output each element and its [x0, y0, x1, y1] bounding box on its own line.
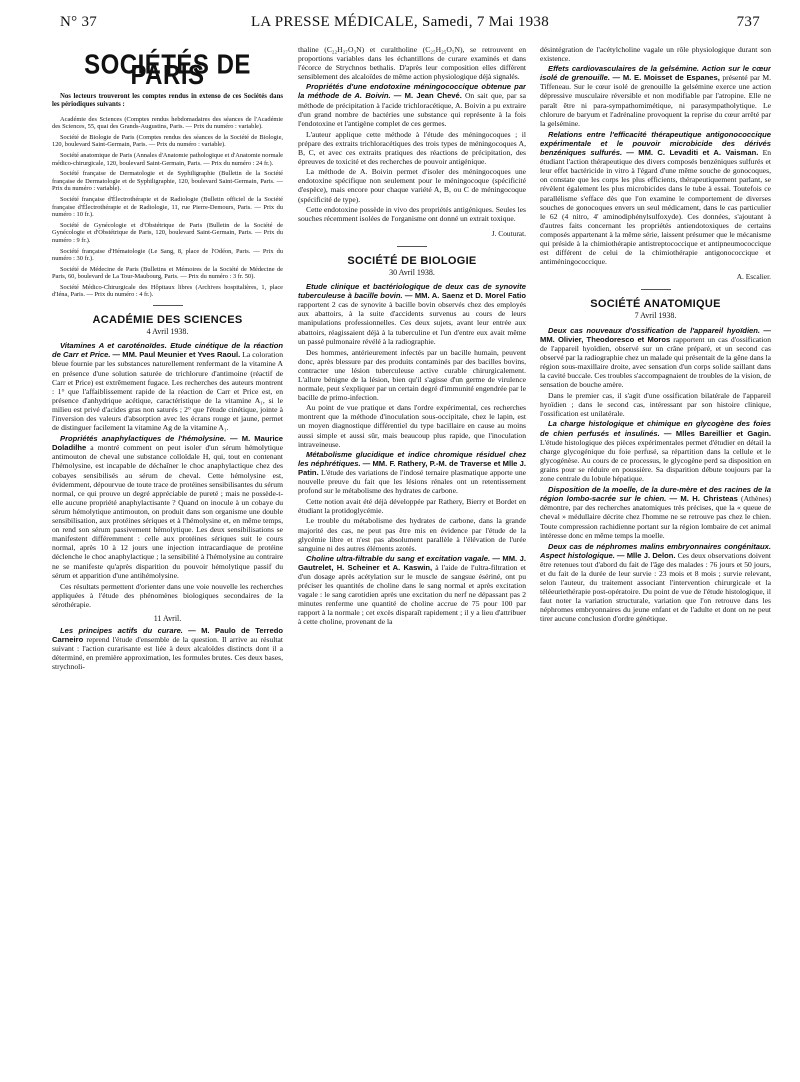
- article-text: L'auteur applique cette méthode à l'étude des méningocoques ; il prépare des extraits trichloracétiques des trois types de méningocoques A, B, C, et avec ces extraits pratiques des réactions de précipitation, des épreuves de toxicité et des recherches de pouvoir antigénique.: [298, 129, 526, 167]
- article-text: reprend l'étude d'ensemble de la question. Il arrive au résultat suivant : l'action curarisante est liée à deux alcaloïdes distincts dont il a déterminé, en première approximation, les formules brutes. Ces deux bases, strychnoli-: [52, 635, 283, 672]
- journal-title: LA PRESSE MÉDICALE, Samedi, 7 Mai 1938: [250, 14, 550, 30]
- article-title: La charge histologique et chimique en glycogène des foies de chien perfusés et insulinés.: [540, 419, 771, 438]
- article-text: L'étude des variations de l'indosé ternaire plasmatique apporte une nouvelle preuve du fait que les lésions rénales ont un retentissement profond sur le métabolisme des hydrates de carbone.: [298, 467, 526, 496]
- section-date: 7 Avril 1938.: [634, 311, 677, 321]
- society-entry: Société de Médecine de Paris (Bulletins et Mémoires de la Société de Médecine de Paris, 60, boulevard de La Tour-Maubourg, Paris. — Prix du numéro : 3 fr. 50).: [52, 265, 283, 281]
- divider: [397, 246, 427, 247]
- article: [298, 554, 526, 627]
- article: [540, 64, 771, 128]
- article-authors: — M. Paulo de Terredo Carneiro: [52, 626, 283, 645]
- article-authors: — M. Maurice Doladilhe: [52, 434, 283, 453]
- society-entry: Académie des Sciences (Comptes rendus hebdomadaires des séances de l'Académie des Sciences, 55, quai des Grands-Augustins, Paris. — Prix du numéro : variable).: [52, 115, 283, 131]
- article-text: Ces résultats permettent d'orienter dans une voie nouvelle les recherches appliquées à l'étude des phénomènes biologiques secondaires de la sérothérapie.: [52, 581, 283, 609]
- article: [298, 450, 526, 495]
- divider: [153, 305, 183, 306]
- article-text: Cette endotoxine possède in vivo des propriétés antigéniques. Seules les souches récemment isolées de l'organisme ont donné un extrait toxique.: [298, 204, 526, 223]
- section-heading: ACADÉMIE DES SCIENCES: [92, 314, 243, 327]
- article-authors: — Mlle J. Delon.: [616, 550, 676, 560]
- column-1: [52, 45, 283, 674]
- society-entry: Société de Gynécologie et d'Obstétrique de Paris (Bulletin de la Société de Gynécologie et d'Obstétrique de Paris, 120, boulevard Saint-Germain, Paris. — Prix du numéro : 9 fr.).: [52, 221, 283, 244]
- intro-text: Nos lecteurs trouveront les comptes rendus in extenso de ces Sociétés dans les périodiques suivants :: [52, 93, 283, 109]
- article-authors: — MM. Paul Meunier et Yves Raoul.: [112, 350, 241, 360]
- article-authors: — MM. C. Levaditi et A. Vaisman.: [626, 148, 759, 158]
- article-text: (Athènes) démontre, par des recherches anatomiques très précises, que la « queue de cheval » médullaire décrite chez l'homme ne se retrouve pas chez le chien. Toute compression rachidienne portant sur la région lombaire de cet animal intéresse donc en même temps la moelle.: [540, 494, 771, 540]
- article-authors: — M. E. Moisset de Espanes,: [612, 73, 720, 83]
- page-title: SOCIÉTÉS DE PARIS: [84, 49, 251, 91]
- article-text: En étudiant l'action thérapeutique des divers composés benzéniques sulfurés et leur effet bactéricide in vitro à l'égard d'une même souche de gonocoques, on constate que les corps les plus efficients, thérapeutiquement parlant, se révèlent également les plus microbicides dans le tube à essai. Toutefois ce parallélisme s'efface dès que l'on examine le comportement de diverses souches de gonocoques envers un seul médicament, dans le cas particulier le 62 (4 nitro, 4' aminodiphénylsulfoxyde). Ces données, s'ajoutant à d'autres faits concernant les propriétés antiendotoxiques de certains composés appartenant à la même série, laissent présumer que le mécanisme qui préside à la chimiothérapie antistreptococcique et antipneumococcique est différent de celui de la chimiothérapie antigonococcique et antiméningococcique.: [540, 148, 771, 267]
- article-text: On sait que, par sa méthode de précipitation à l'acide trichloracétique, A. Boivin a pu extraire d'un grand nombre de bactéries une substance qui représente à la fois l'endotoxine et l'antigène complet de ces germes.: [298, 91, 526, 128]
- article: [298, 82, 526, 127]
- article-text: désintégration de l'acétylcholine vagale un rôle physiologique durant son existence.: [540, 45, 771, 64]
- article-text: Dans le premier cas, il s'agit d'une ossification bilatérale de l'appareil hyoïdien ; dans le second cas, intéressant par son histoire clinique, l'ossification est unilatérale.: [540, 391, 771, 419]
- article-authors: — MM. Olivier, Theodoresco et Moros: [540, 325, 771, 344]
- article-title: Métabolisme glucidique et indice chromique résiduel chez les néphrétiques.: [298, 449, 526, 468]
- article: [540, 326, 771, 390]
- article-text: a montré comment on peut isoler d'un sérum hémolytique antimouton de cheval une substance colloïdale H, qui, tout en contenant l'hémolysine, est incapable de déchaîner le choc anaphylactique chez des cobayes sensibilisés au sérum de cheval. Cette hémolysine est, évidemment, dépourvue de toute trace de protéines sensibilisantes du sérum normal, ce qui prouve un degré appréciable de pureté ; mais ne possède-t-elle aucune propriété anaphylactisante ? Quand on inocule à un cobaye du sérum hémolytique antimouton, on produit dans son organisme une double sensibilisation, aux protéines sériques et à l'hémolysine et, en même temps, on rend son sérum passivement hémolytique. Les deux sensibilisations se manifestent différemment : celle aux protéines sériques suit le cours normal, après 10 à 12 jours une injection intracardiaque de protéine déclenche le choc anaphylactique ; la sensibilité à l'hémolysine au contraire ne se manifeste qu'après disparition du pouvoir hémolytique passif du sérum et apparition d'une antihémolysine.: [52, 443, 283, 580]
- column-3: [540, 45, 771, 626]
- page-number: 737: [736, 14, 760, 30]
- article-text: à l'aide de l'ultra-filtration et d'un dosage après acétylation sur le muscle de sangsue ésériné, ont pu préciser les quantités de choline dans le sang normal et après excitation vagale : le sang carotidien après une excitation du nerf ne dépassant pas 2 minutes renferme une quantité de choline accrue de 75 pour 100 par rapport à la normale ; cet excès disparaît rapidement ; il y a lieu d'attribuer à cette choline, provenant de la: [298, 562, 526, 627]
- article: [298, 282, 526, 346]
- article-title: Propriétés d'une endotoxine méningococcique obtenue par la méthode de A. Boivin.: [298, 82, 526, 101]
- section-date: 30 Avril 1938.: [389, 267, 435, 277]
- article-text: Ces deux observations doivent être retenues tout d'abord du fait de l'âge des malades : 76 jours et 50 jours, et du fait de la durée de leur survie : 23 mois et 8 mois ; survie relevant, selon l'auteur, du traitement associant l'intervention chirurgicale et la téléeuriethérapie post-opératoire. Du point de vue de l'étude histologique, il faut noter la variation structurale, variation que l'on retrouve dans les néphromes embryonnaires du jeune enfant et de l'adulte et dont on ne peut tirer aucune conclusion d'ordre génétique.: [540, 550, 771, 624]
- society-entry: Société française d'Électrothérapie et de Radiologie (Bulletin officiel de la Société française d'Électrothérapie et de Radiologie, 11, rue Pierre-Demours, Paris. — Prix du numéro : 10 fr.).: [52, 195, 283, 219]
- society-entry: Société anatomique de Paris (Annales d'Anatomie pathologique et d'Anatomie normale médico-chirurgicale, 120, boulevard Saint-Germain, Paris. — Prix du numéro : 24 fr.).: [52, 151, 283, 167]
- article-authors: — MM. A. Saenz et D. Morel Fatio: [404, 291, 526, 301]
- article-text: La méthode de A. Boivin permet d'isoler des méningocoques une endotoxine spécifique non seulement pour le méningocoque (spécificité d'espèce), mais encore pour chaque variété A, B, ou C de méningocoque (spécificité de type).: [298, 167, 526, 204]
- article-title: Disposition de la moelle, de la dure-mère et des racines de la région lombo-sacrée sur le chien.: [540, 485, 771, 504]
- article-title: Vitamines A et caroténoïdes. Etude cinétique de la réaction de Carr et Price.: [52, 341, 283, 360]
- section-heading: SOCIÉTÉ DE BIOLOGIE: [347, 254, 477, 267]
- society-entry: Société de Biologie de Paris (Comptes rendus des séances de la Société de Biologie, 120, boulevard Saint-Germain, Paris. — Prix du numéro : variable).: [52, 133, 283, 149]
- society-entry: Société Médico-Chirurgicale des Hôpitaux libres (Archives hospitalières, 1, place d'Iéna, Paris. — Prix du numéro : 4 fr.).: [52, 283, 283, 299]
- article-text: Le trouble du métabolisme des hydrates de carbone, dans la grande majorité des cas, ne peut pas être mis en évidence par l'étude de la glycémie libre et n'est pas absolument parallèle à l'élévation de l'urée sanguine ni des autres éléments azotés.: [298, 516, 526, 553]
- article: [52, 341, 283, 432]
- article-title: Les principes actifs du curare.: [60, 626, 183, 636]
- article-title: Propriétés anaphylactiques de l'hémolysine.: [60, 434, 227, 444]
- article-authors: — M. H. Christeas: [669, 494, 738, 504]
- article-title: Choline ultra-filtrable du sang et excitation vagale.: [306, 553, 491, 563]
- article-authors: — M. Jean Chevé.: [393, 91, 462, 101]
- running-header: [40, 14, 760, 36]
- article: [540, 130, 771, 266]
- article-authors: — MM. F. Rathery, P.-M. de Traverse et Mlle J. Patin.: [298, 458, 526, 477]
- article-text: La coloration bleue fournie par les substances naturellement renfermant de la vitamine A en présence d'une solution saturée de trichlorure d'antimoine (réactif de Carr et Price) est extrêmement fugace. Les recherches des auteurs montrent : 1° que l'affaiblissement rapide de la réaction de Carr et Price est, en présence d'anhydrique acétique, caractéristique de la vitamine A₁, si le milieu est privé d'acides gras non saturés ; 2° que l'étude cinétique, jointe à l'inversion des valeurs d'absorption avec les écrans rouge et jaune, permet de distinguer facilement la vitamine Ag de la vitamine A₁.: [52, 350, 283, 433]
- article-text: présenté par M. Tiffeneau. Sur le cœur isolé de grenouille la gelsémine exerce une action dépressive musculaire réversible et non modifiable par l'atropine. Elle ne paraît être ni para-sympathomimétique, ni parasympatholytique. Le chlorure de baryum et l'adrénaline provoquent la reprise du cœur arrêté par la gelsémine.: [540, 73, 771, 128]
- article-title: Deux cas de néphromes malins embryonnaires congénitaux. Aspect histologique.: [540, 541, 771, 560]
- article: [540, 485, 771, 540]
- article: [52, 434, 283, 580]
- article-title: Relations entre l'efficacité thérapeutique antigonococcique expérimentale et le pouvoir microbicide des dérivés benzéniques sulfurés.: [540, 129, 771, 158]
- article-text: Au point de vue pratique et dans l'ordre expérimental, ces recherches montrent que la méthode d'inoculation sous-occipitale, chez le lapin, est un moyen diagnostique différentiel du type bacillaire en cause au moins aussi simple et aussi sûr, mais beaucoup plus rapide, que l'inoculation intraveineuse.: [298, 403, 526, 449]
- signature: A. Escalier.: [736, 272, 771, 282]
- section-date: 11 Avril.: [153, 613, 182, 623]
- article-text: Des hommes, antérieurement infectés par un bacille humain, peuvent donc, après blessure par des produits contaminés par des bacilles bovins, contracter une lésion tuberculeuse active curable chirurgicalement. L'allure bénigne de la lésion, bien qu'il s'agisse d'un germe de virulence normale, peut s'expliquer par un certain degré d'immunité engendrée par le bacille de primo-infection.: [298, 347, 526, 403]
- article-title: Etude clinique et bactériologique de deux cas de synovite tuberculeuse à bacille bovin.: [298, 282, 526, 301]
- society-entry: Société française de Dermatologie et de Syphiligraphie (Bulletin de la Société française de Dermatologie et de Syphiligraphie, 120, boulevard Saint-Germain, Paris. — Prix du numéro : variable).: [52, 170, 283, 193]
- article-text: thaline (C₂₂H₂₇O₃N) et curaltholine (C₂₅H₂₅O₅N), se retrouvent en proportions variables dans les échantillons de curare examinés et dans l'écorce de Strychnos bethalis. D'après leur composition elles diffèrent sensiblement des alcaloïdes de même action physiologique déjà signalés.: [298, 45, 526, 82]
- article-title: Deux cas nouveaux d'ossification de l'appareil hyoïdien.: [548, 325, 761, 335]
- issue-number: N° 37: [60, 14, 98, 30]
- article-text: L'étude histologique des pièces expérimentales permet d'étudier en détail la charge glycogénique du foie perfusé, sa répartition dans la cellule et le glycogénèse. Au cours de ce processus, le glycogène perd sa disposition en grains pour se réduire en poussière. Sa disparition débute toujours par la zone centrale du lobule hépatique.: [540, 437, 771, 484]
- article: [540, 542, 771, 624]
- signature: J. Couturat.: [491, 228, 526, 238]
- article-text: rapportent 2 cas de synovite à bacille bovin observés chez des employés aux abattoirs, à la suite d'accidents survenus au cours de leurs manipulations professionnelles. Ces deux sujets, avant leur entrée aux abattoirs, réagissaient déjà à la tuberculine et l'un d'entre eux avait même un passé pulmonaire révélé à la radiographie.: [298, 300, 526, 346]
- divider: [641, 289, 671, 290]
- section-heading: SOCIÉTÉ ANATOMIQUE: [590, 298, 721, 311]
- article-text: Cette notion avait été déjà développée par Rathery, Bierry et Bordet en étudiant la protidoglycémie.: [298, 497, 526, 516]
- article: [52, 626, 283, 671]
- article-authors: — Mlles Bareillier et Gagin.: [663, 428, 771, 438]
- society-entry: Société française d'Hématologie (Le Sang, 8, place de l'Odéon, Paris. — Prix du numéro : 30 fr.).: [52, 247, 283, 263]
- section-date: 4 Avril 1938.: [146, 327, 189, 337]
- column-2: [298, 45, 526, 629]
- article: [540, 419, 771, 483]
- article-text: rapportent un cas d'ossification de l'appareil hyoïdien, observé sur un crâne préparé, et un second cas observé par la radiographie chez un malade qui présentait de la gêne dans la région sous-maxillaire droite, avec sensation d'un corps solide saillant dans la cavité buccale. Ces troubles s'accompagnaient de troubles de la vision, de sensation de bouche amère.: [540, 334, 771, 390]
- article-authors: — MM. J. Gautrelet, H. Scheiner et A. Kaswin,: [298, 553, 526, 572]
- article-title: Effets cardiovasculaires de la gelsémine. Action sur le cœur isolé de grenouille.: [540, 64, 771, 83]
